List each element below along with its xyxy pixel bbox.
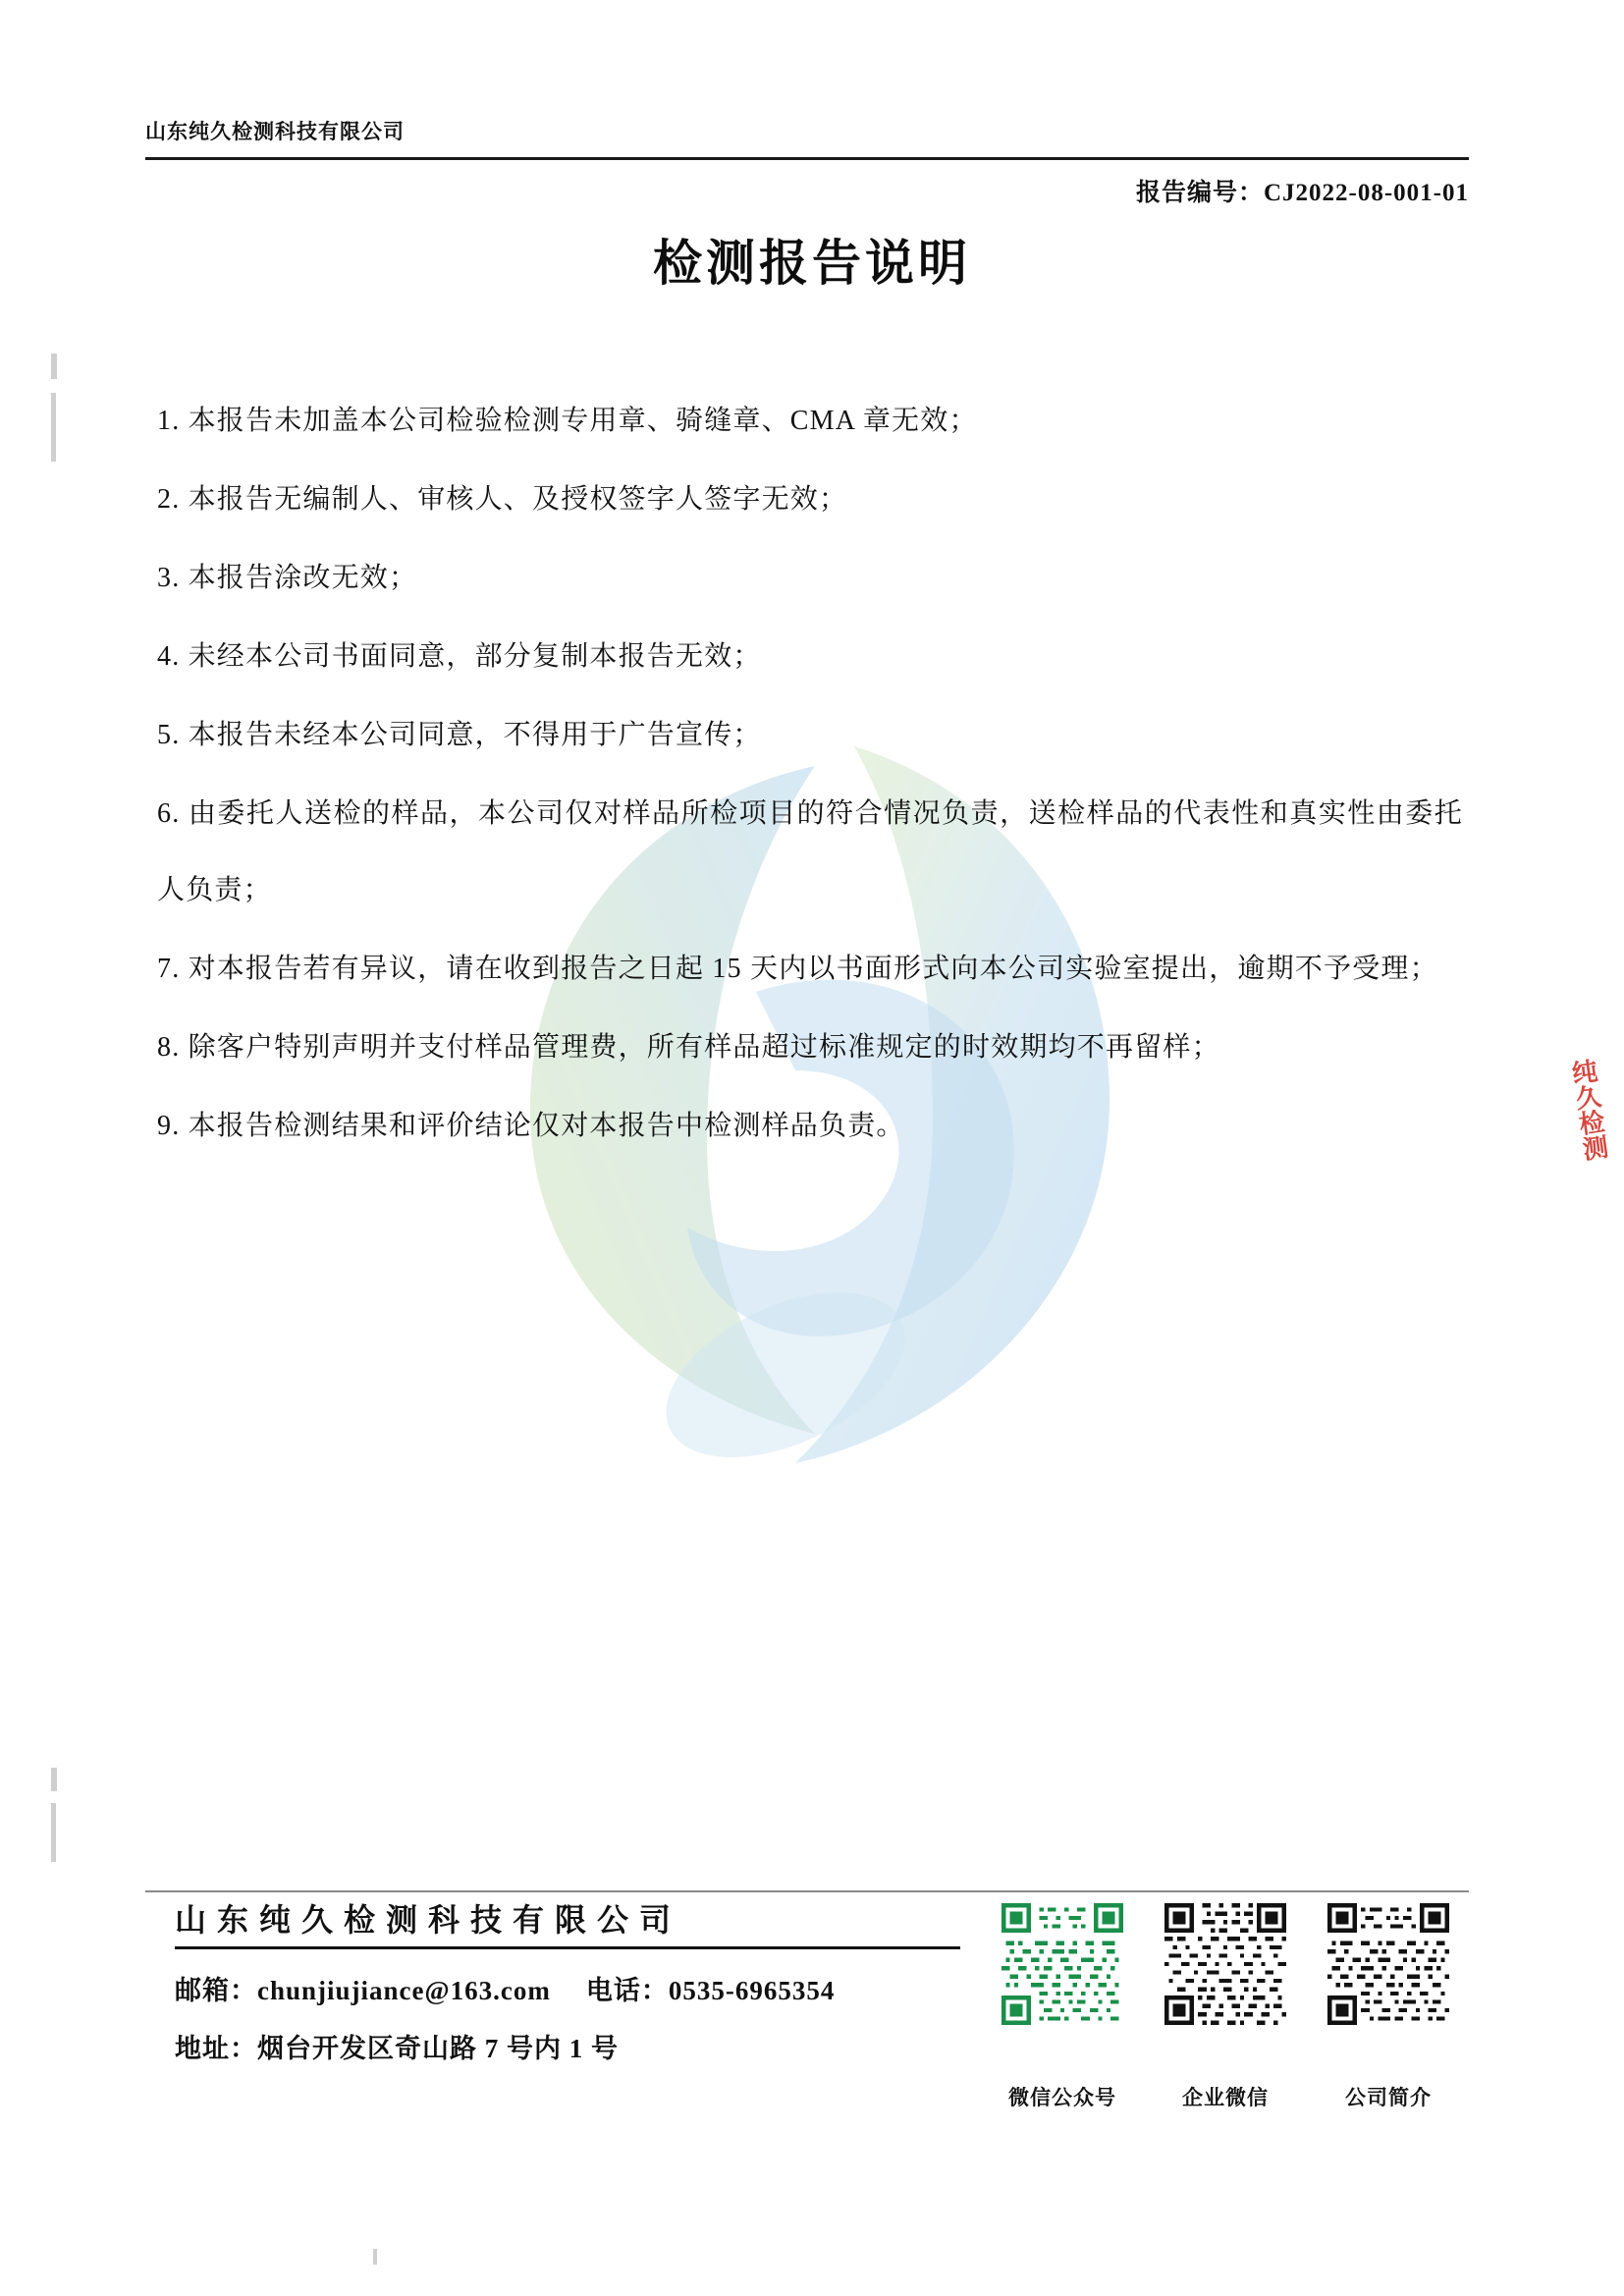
qr-wechat-work-icon xyxy=(1164,1903,1286,2025)
qr-wechat-official-block xyxy=(1001,1903,1123,2111)
footer-address-value: 烟台开发区奇山路 7 号内 1 号 xyxy=(257,2034,619,2063)
qr-wechat-work-block xyxy=(1164,1903,1286,2111)
footer-contact-block xyxy=(175,1895,990,2065)
scan-artifact xyxy=(51,354,57,379)
clause-item: 5. 本报告未经本公司同意，不得用于广告宣传； xyxy=(157,720,762,750)
header-divider xyxy=(145,157,1469,160)
scan-artifact xyxy=(51,1803,56,1862)
clause-item: 9. 本报告检测结果和评价结论仅对本报告中检测样品负责。 xyxy=(157,1111,905,1141)
footer-company-name: 山东纯久检测科技有限公司 xyxy=(175,1902,682,1938)
clause-item: 7. 对本报告若有异议，请在收到报告之日起 15 天内以书面形式向本公司实验室提出，逾期不予受理； xyxy=(157,954,1438,984)
scan-artifact xyxy=(51,393,56,462)
footer-company-underline xyxy=(175,1946,960,1949)
clause-list xyxy=(157,383,1463,1167)
qr-company-profile-caption: 公司简介 xyxy=(1345,2087,1432,2109)
page-title: 检测报告说明 xyxy=(653,236,971,291)
qr-wechat-work-caption: 企业微信 xyxy=(1182,2087,1269,2109)
qr-company-profile-block xyxy=(1327,1903,1449,2111)
clause-item: 1. 本报告未加盖本公司检验检测专用章、骑缝章、CMA 章无效； xyxy=(157,406,978,436)
scan-artifact xyxy=(373,2249,377,2265)
scan-artifact xyxy=(51,1768,57,1791)
qr-company-profile-icon xyxy=(1327,1903,1449,2025)
clause-item: 4. 未经本公司书面同意，部分复制本报告无效； xyxy=(157,641,762,672)
clause-item: 6. 由委托人送检的样品，本公司仅对样品所检项目的符合情况负责，送检样品的代表性和真实性由委托人负责； xyxy=(157,798,1463,905)
header-company-name: 山东纯久检测科技有限公司 xyxy=(145,121,405,143)
footer-address xyxy=(175,2027,990,2065)
report-number xyxy=(1136,173,1469,208)
clause-item: 2. 本报告无编制人、审核人、及授权签字人签字无效； xyxy=(157,484,848,515)
report-number-label: 报告编号： xyxy=(1135,180,1264,206)
clause-item: 3. 本报告涂改无效； xyxy=(157,563,418,593)
qr-code-row xyxy=(1001,1903,1449,2111)
footer-phone-value: 0535-6965354 xyxy=(668,1976,836,2005)
footer-email-value: chunjiujiance@163.com xyxy=(257,1976,551,2005)
qr-wechat-official-icon xyxy=(1001,1903,1123,2025)
footer-phone-label: 电话： xyxy=(585,1976,669,2005)
qr-wechat-official-caption: 微信公众号 xyxy=(1008,2087,1116,2109)
footer-address-label: 地址： xyxy=(175,2034,257,2063)
side-stamp-text: 纯久检测 xyxy=(1566,1057,1611,1163)
footer-email-label: 邮箱： xyxy=(175,1976,257,2005)
report-number-value: CJ2022-08-001-01 xyxy=(1263,180,1469,206)
clause-item: 8. 除客户特别声明并支付样品管理费，所有样品超过标准规定的时效期均不再留样； xyxy=(157,1032,1220,1063)
footer-divider xyxy=(145,1890,1469,1892)
footer-email-phone xyxy=(175,1969,990,2007)
